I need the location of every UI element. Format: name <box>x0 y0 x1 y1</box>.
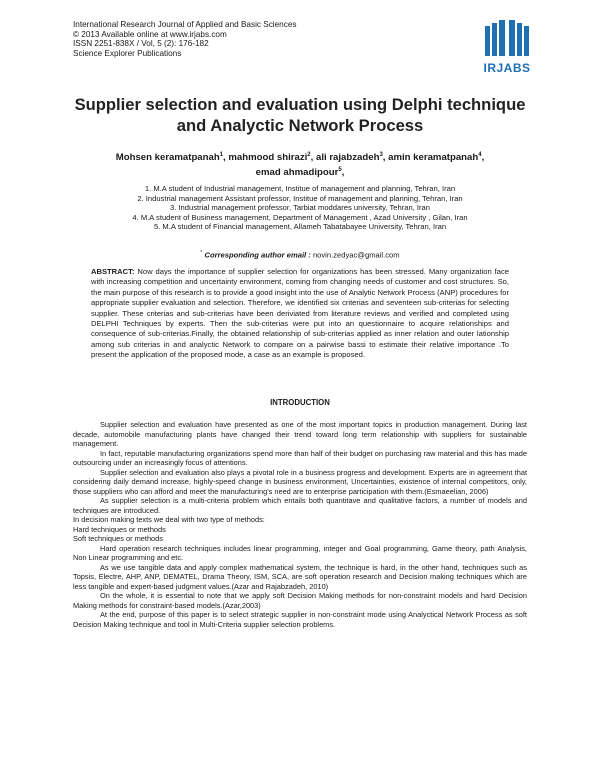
abstract-text: Now days the importance of supplier selection for organizations has been stressed. Many organization face with increasing competition and uncertainty environment, coming from changing needs of customer and cost structures. So, the main purpose of this research is to provide a good insight into the use of Analytic Network Process (ANP) procedures for appropriate supplier evaluation and selection. Therefore, we identified six criterias and seventeen sub-criterias for selecting supplier. These criterias and sub-criterias have been deriviated from literature reviews and verified and completed using DELPHI Techniques by experts. Then the sub-criterias were put into an questionnaire to acquire relationships and consequence of sub-criterias.Finally, the obtained relationship of sub-criterias applied as inner relation and outer lationship among sub criterias in and analyctic Network to compare on a pairwise bassi to estimate their relative importance .To present the application of the proposed mode, a case as an example is proposed. <box>91 267 509 360</box>
author-3: ali rajabzadeh$^3$, <box>315 152 389 164</box>
journal-online: © 2013 Available online at www.irjabs.com <box>73 29 227 39</box>
affiliation-list <box>60 184 540 232</box>
paragraph: Supplier selection and evaluation have presented as one of the most important topics in production management. During last decade, automobile manufacturing plants have changed their trend toward long term relationship with suppliers for sustainable management. <box>73 420 527 448</box>
paragraph: In decision making texts we deal with two type of methods: <box>73 515 265 524</box>
abstract <box>91 267 509 361</box>
journal-name: International Research Journal of Applied and Basic Sciences <box>73 20 297 29</box>
paragraph: On the whole, it is essential to note that we apply soft Decision Making methods for non-constraint models and hard Decision Making methods for constraint-based models.(Azar,2003) <box>73 591 527 610</box>
paragraph: Hard operation research techniques includes linear programming, integer and Goal programming, Game theory, path Analysis, Non Linear programming and etc. <box>73 543 527 562</box>
journal-issn: ISSN 2251-838X / Vol, 5 (2): 176-182 <box>73 39 209 49</box>
journal-header <box>73 20 296 58</box>
journal-publisher: Science Explorer Publications <box>73 48 182 58</box>
paper-title: Supplier selection and evaluation using Delphi technique and Analyctic Network Process <box>74 95 526 135</box>
affiliation-2: 2. Industrial management Assistant professor, Institue of management and planning, Tehran, Iran <box>137 193 463 203</box>
corresponding-marker: * <box>200 250 203 256</box>
abstract-label: ABSTRACT: <box>91 267 135 276</box>
corresponding-author <box>60 250 540 260</box>
paragraph: Supplier selection and evaluation also plays a pivotal role in a business progress and development. Experts are in agreement that considering daily demand increase, highly-speed change in business environment, Uncertainties, existence of internal competitors, only, those suppliers who can afford and meet the manufacturing's need are to enterprise participation with them.(Esmaeelian, 2006) <box>73 467 527 496</box>
author-1: Mohsen keramatpanah$^1$, <box>115 152 229 164</box>
paragraph: As we use tangible data and apply complex mathematical system, the technique is hard, in the other hand, techniques such as Topsis, Electre, AHP, ANP, DEMATEL, Drama Theory, ISM, SCA, are soft operation research and Decision making techniques which are less tangible and expert-based judgment values.(Azar and Rajabzadeh, 2010) <box>73 562 527 591</box>
journal-logo <box>478 18 536 78</box>
author-5: emad ahmadipour$^5$, <box>255 167 345 179</box>
affiliation-1: 1. M.A student of Industrial management, Institue of management and planning, Tehran, Iran <box>144 184 456 193</box>
introduction-body <box>73 420 527 629</box>
paragraph: At the end, purpose of this paper is to select strategic supplier in non-constraint mode using Analyctical Network Process as soft Decision Making technique and tool in Multi-Criteria supplier selection problems. <box>73 610 527 629</box>
affiliation-5: 5. M.A student of Financial management, Allameh Tabatabayee University, Tehran, Iran <box>153 222 447 232</box>
corresponding-email: novin.zedyac@gmail.com <box>312 250 400 260</box>
author-list <box>60 149 540 179</box>
book-icon <box>482 18 532 60</box>
paragraph: Soft techniques or methods <box>73 534 163 543</box>
corresponding-label: Corresponding author email : <box>204 250 311 260</box>
paragraph: In fact, reputable manufacturing organizations spend more than half of their budget on purchasing raw material and this has made outsourcing under an increasingly focus of attentions. <box>73 448 527 467</box>
author-4: amin keramatpanah$^4$, <box>388 152 485 164</box>
paragraph: As supplier selection is a multi-criteria problem which entails both quantitave and qualitative factors, a number of models and techniques are introduced. <box>73 496 527 515</box>
affiliation-4: 4. M.A student of Business management, Department of Management , Azad University , Gilan, Iran <box>132 212 468 222</box>
paragraph: Hard techniques or methods <box>73 524 166 534</box>
author-2: mahmood shirazi$^2$, <box>228 152 316 164</box>
logo-text: IRJABS <box>483 61 531 75</box>
section-heading-introduction: INTRODUCTION <box>270 398 330 407</box>
affiliation-3: 3. Industrial management professor, Tarbiat moddares university, Tehran, Iran <box>169 203 430 213</box>
